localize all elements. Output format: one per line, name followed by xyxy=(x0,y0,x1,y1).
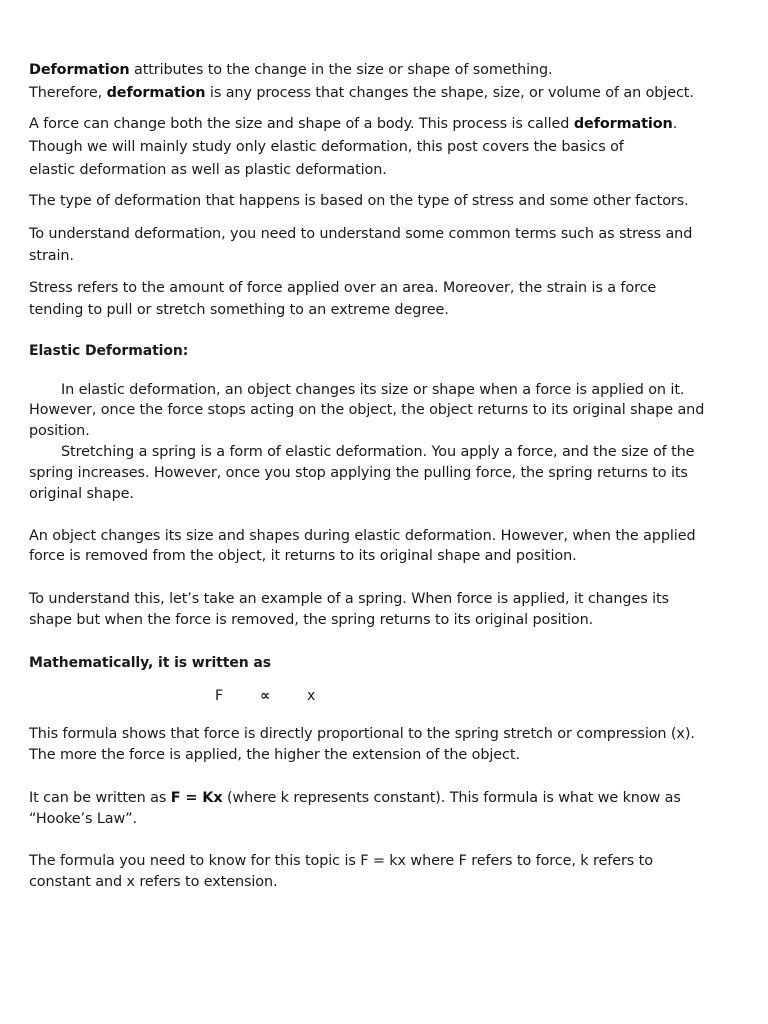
para4-line1: To understand deformation, you need to understand some common terms such as stress and xyxy=(29,226,693,242)
term-deformation-2: deformation xyxy=(106,85,206,101)
heading-elastic-deformation: Elastic Deformation: xyxy=(29,343,189,359)
para10-line1: This formula shows that force is directly proportional to the spring stretch or compression (x). xyxy=(29,726,695,742)
para10-line2: The more the force is applied, the higher the extension of the object. xyxy=(29,747,520,763)
para11-line1-post: (where k represents constant). This formula is what we know as xyxy=(222,790,681,806)
term-deformation: Deformation xyxy=(29,62,130,78)
para2-line2: Though we will mainly study only elastic deformation, this post covers the basics of xyxy=(29,139,624,155)
heading-mathematically: Mathematically, it is written as xyxy=(29,655,271,671)
hookes-formula: F = Kx xyxy=(170,790,223,806)
para2-line1-post: . xyxy=(672,116,678,132)
para1-line1-text: attributes to the change in the size or shape of something. xyxy=(129,62,553,78)
para11-line1-pre: It can be written as xyxy=(29,790,171,806)
para1-line2-pre: Therefore, xyxy=(29,85,107,101)
para9-line1: To understand this, let’s take an example of a spring. When force is applied, it changes its xyxy=(29,591,669,607)
para2-line1-pre: A force can change both the size and shape of a body. This process is called xyxy=(29,116,574,132)
proportional-symbol: ∝ xyxy=(260,688,270,704)
para8-line2: force is removed from the object, it returns to its original shape and position. xyxy=(29,548,577,564)
para7-line2: spring increases. However, once you stop applying the pulling force, the spring returns to its xyxy=(29,465,688,481)
para6-line1: In elastic deformation, an object changes its size or shape when a force is applied on it. xyxy=(61,382,685,398)
term-deformation-3: deformation xyxy=(573,116,673,132)
para12-line1: The formula you need to know for this topic is F = kx where F refers to force, k refers to xyxy=(29,853,653,869)
formula-rhs: x xyxy=(307,688,316,704)
para9-line2: shape but when the force is removed, the spring returns to its original position. xyxy=(29,612,594,628)
para12-line2: constant and x refers to extension. xyxy=(29,874,278,890)
para4-line2: strain. xyxy=(29,248,74,264)
para2-line3: elastic deformation as well as plastic deformation. xyxy=(29,162,387,178)
para6-line3: position. xyxy=(29,423,90,439)
para11-line2: “Hooke’s Law”. xyxy=(29,811,137,827)
formula-lhs: F xyxy=(215,688,224,704)
para7-line1: Stretching a spring is a form of elastic deformation. You apply a force, and the size of the xyxy=(61,444,695,460)
para7-line3: original shape. xyxy=(29,486,134,502)
para5-line1: Stress refers to the amount of force applied over an area. Moreover, the strain is a force xyxy=(29,280,657,296)
para8-line1: An object changes its size and shapes during elastic deformation. However, when the applied xyxy=(29,528,696,544)
para5-line2: tending to pull or stretch something to an extreme degree. xyxy=(29,302,449,318)
para1-line2 xyxy=(29,83,694,103)
para1-line1 xyxy=(29,60,553,80)
para2-line1 xyxy=(29,114,677,134)
para1-line2-text: is any process that changes the shape, size, or volume of an object. xyxy=(205,85,694,101)
para3-line1: The type of deformation that happens is based on the type of stress and some other factors. xyxy=(29,193,689,209)
para11-line1 xyxy=(29,788,681,808)
para6-line2: However, once the force stops acting on the object, the object returns to its original shape and xyxy=(29,402,705,418)
